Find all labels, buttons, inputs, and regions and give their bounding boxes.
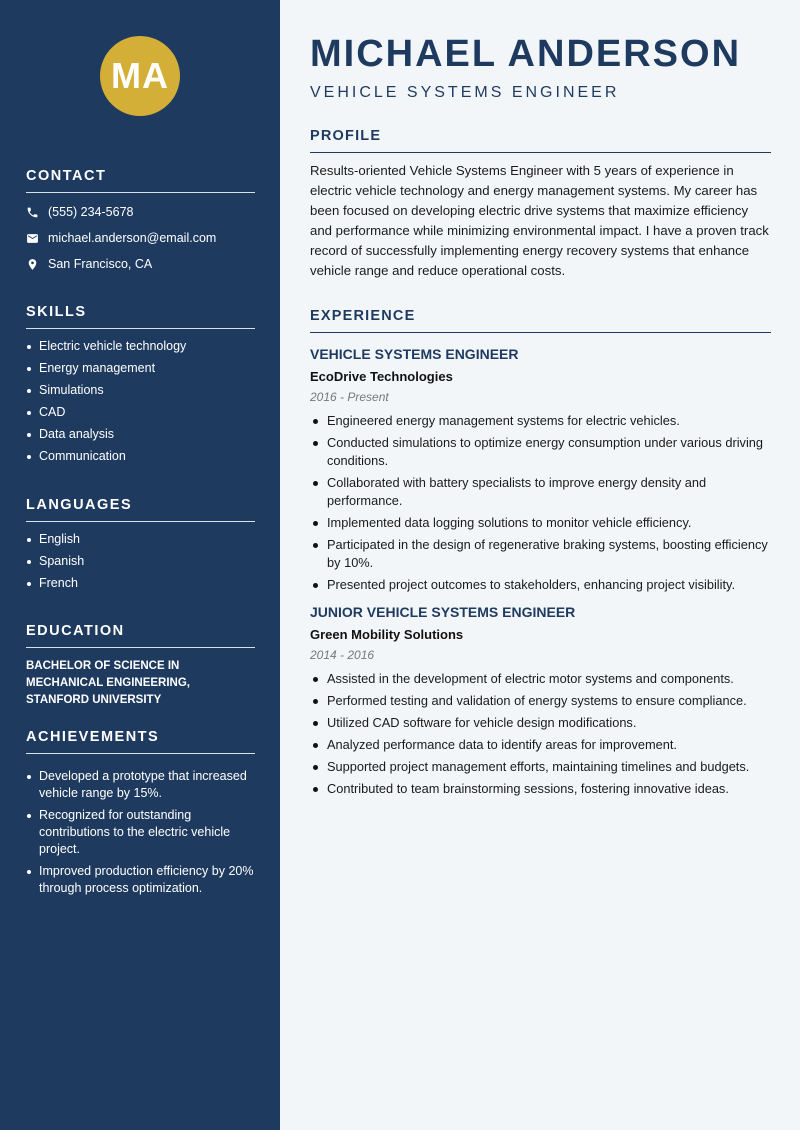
contact-section bbox=[26, 168, 255, 277]
skill-item: Energy management bbox=[26, 360, 255, 377]
language-item: Spanish bbox=[26, 553, 255, 570]
candidate-name: MICHAEL ANDERSON bbox=[310, 33, 742, 75]
job-dates: 2014 - 2016 bbox=[310, 648, 375, 662]
job-bullet: Utilized CAD software for vehicle design modifications. bbox=[310, 714, 771, 732]
job-bullet: Performed testing and validation of energy systems to ensure compliance. bbox=[310, 692, 771, 710]
candidate-role: VEHICLE SYSTEMS ENGINEER bbox=[310, 84, 620, 101]
education-heading: EDUCATION bbox=[26, 623, 255, 648]
skill-item: Electric vehicle technology bbox=[26, 338, 255, 355]
job-bullet: Conducted simulations to optimize energy consumption under various driving conditions. bbox=[310, 434, 771, 470]
job-entry bbox=[310, 604, 771, 798]
language-item: English bbox=[26, 531, 255, 548]
job-company: Green Mobility Solutions bbox=[310, 627, 464, 642]
achievement-item: Developed a prototype that increased vehicle range by 15%. bbox=[26, 768, 255, 802]
education-degree: BACHELOR OF SCIENCE IN MECHANICAL ENGINEERING, STANFORD UNIVERSITY bbox=[26, 660, 190, 706]
profile-section bbox=[310, 128, 771, 281]
job-entry bbox=[310, 346, 771, 594]
job-bullet: Analyzed performance data to identify areas for improvement. bbox=[310, 736, 771, 754]
job-bullets bbox=[310, 412, 771, 594]
email-text: michael.anderson@email.com bbox=[48, 231, 217, 245]
job-bullet: Supported project management efforts, maintaining timelines and budgets. bbox=[310, 758, 771, 776]
phone-text: (555) 234-5678 bbox=[48, 205, 134, 219]
email-icon bbox=[26, 232, 48, 245]
job-dates: 2016 - Present bbox=[310, 390, 389, 404]
job-bullet: Engineered energy management systems for electric vehicles. bbox=[310, 412, 771, 430]
profile-text: Results-oriented Vehicle Systems Engineer with 5 years of experience in electric vehicle technology and energy management systems. My career has been focused on developing electric drive systems that maximize efficiency and performance while minimizing environmental impact. I have a proven track record of successfully implementing energy recovery systems that enhance vehicle range and reduce operational costs. bbox=[310, 163, 769, 278]
profile-heading: PROFILE bbox=[310, 128, 771, 153]
skill-item: Simulations bbox=[26, 382, 255, 399]
location-pin-icon bbox=[26, 258, 48, 271]
sidebar bbox=[0, 0, 280, 1130]
job-bullet: Contributed to team brainstorming sessions, fostering innovative ideas. bbox=[310, 780, 771, 798]
location-text: San Francisco, CA bbox=[48, 257, 153, 271]
languages-list bbox=[26, 531, 255, 592]
achievement-item: Recognized for outstanding contributions to the electric vehicle project. bbox=[26, 807, 255, 858]
skills-list bbox=[26, 338, 255, 465]
job-company: EcoDrive Technologies bbox=[310, 369, 453, 384]
avatar-initials: MA bbox=[111, 55, 169, 96]
job-title: VEHICLE SYSTEMS ENGINEER bbox=[310, 346, 519, 362]
avatar bbox=[100, 36, 180, 116]
contact-location bbox=[26, 251, 255, 277]
job-bullet: Assisted in the development of electric motor systems and components. bbox=[310, 670, 771, 688]
skill-item: Communication bbox=[26, 448, 255, 465]
job-bullet: Collaborated with battery specialists to improve energy density and performance. bbox=[310, 474, 771, 510]
language-item: French bbox=[26, 575, 255, 592]
job-title: JUNIOR VEHICLE SYSTEMS ENGINEER bbox=[310, 604, 576, 620]
achievements-list bbox=[26, 768, 255, 897]
skills-heading: SKILLS bbox=[26, 304, 255, 329]
skill-item: CAD bbox=[26, 404, 255, 421]
achievements-section bbox=[26, 729, 255, 902]
contact-email bbox=[26, 225, 255, 251]
skill-item: Data analysis bbox=[26, 426, 255, 443]
languages-heading: LANGUAGES bbox=[26, 497, 255, 522]
skills-section bbox=[26, 304, 255, 470]
contact-phone bbox=[26, 199, 255, 225]
experience-section bbox=[310, 308, 771, 802]
languages-section bbox=[26, 497, 255, 597]
education-section bbox=[26, 623, 255, 709]
achievements-heading: ACHIEVEMENTS bbox=[26, 729, 255, 754]
job-bullet: Participated in the design of regenerative braking systems, boosting efficiency by 10%. bbox=[310, 536, 771, 572]
job-bullet: Presented project outcomes to stakeholders, enhancing project visibility. bbox=[310, 576, 771, 594]
job-bullets bbox=[310, 670, 771, 798]
phone-icon bbox=[26, 206, 48, 219]
contact-heading: CONTACT bbox=[26, 168, 255, 193]
achievement-item: Improved production efficiency by 20% through process optimization. bbox=[26, 863, 255, 897]
job-bullet: Implemented data logging solutions to monitor vehicle efficiency. bbox=[310, 514, 771, 532]
experience-heading: EXPERIENCE bbox=[310, 308, 771, 333]
